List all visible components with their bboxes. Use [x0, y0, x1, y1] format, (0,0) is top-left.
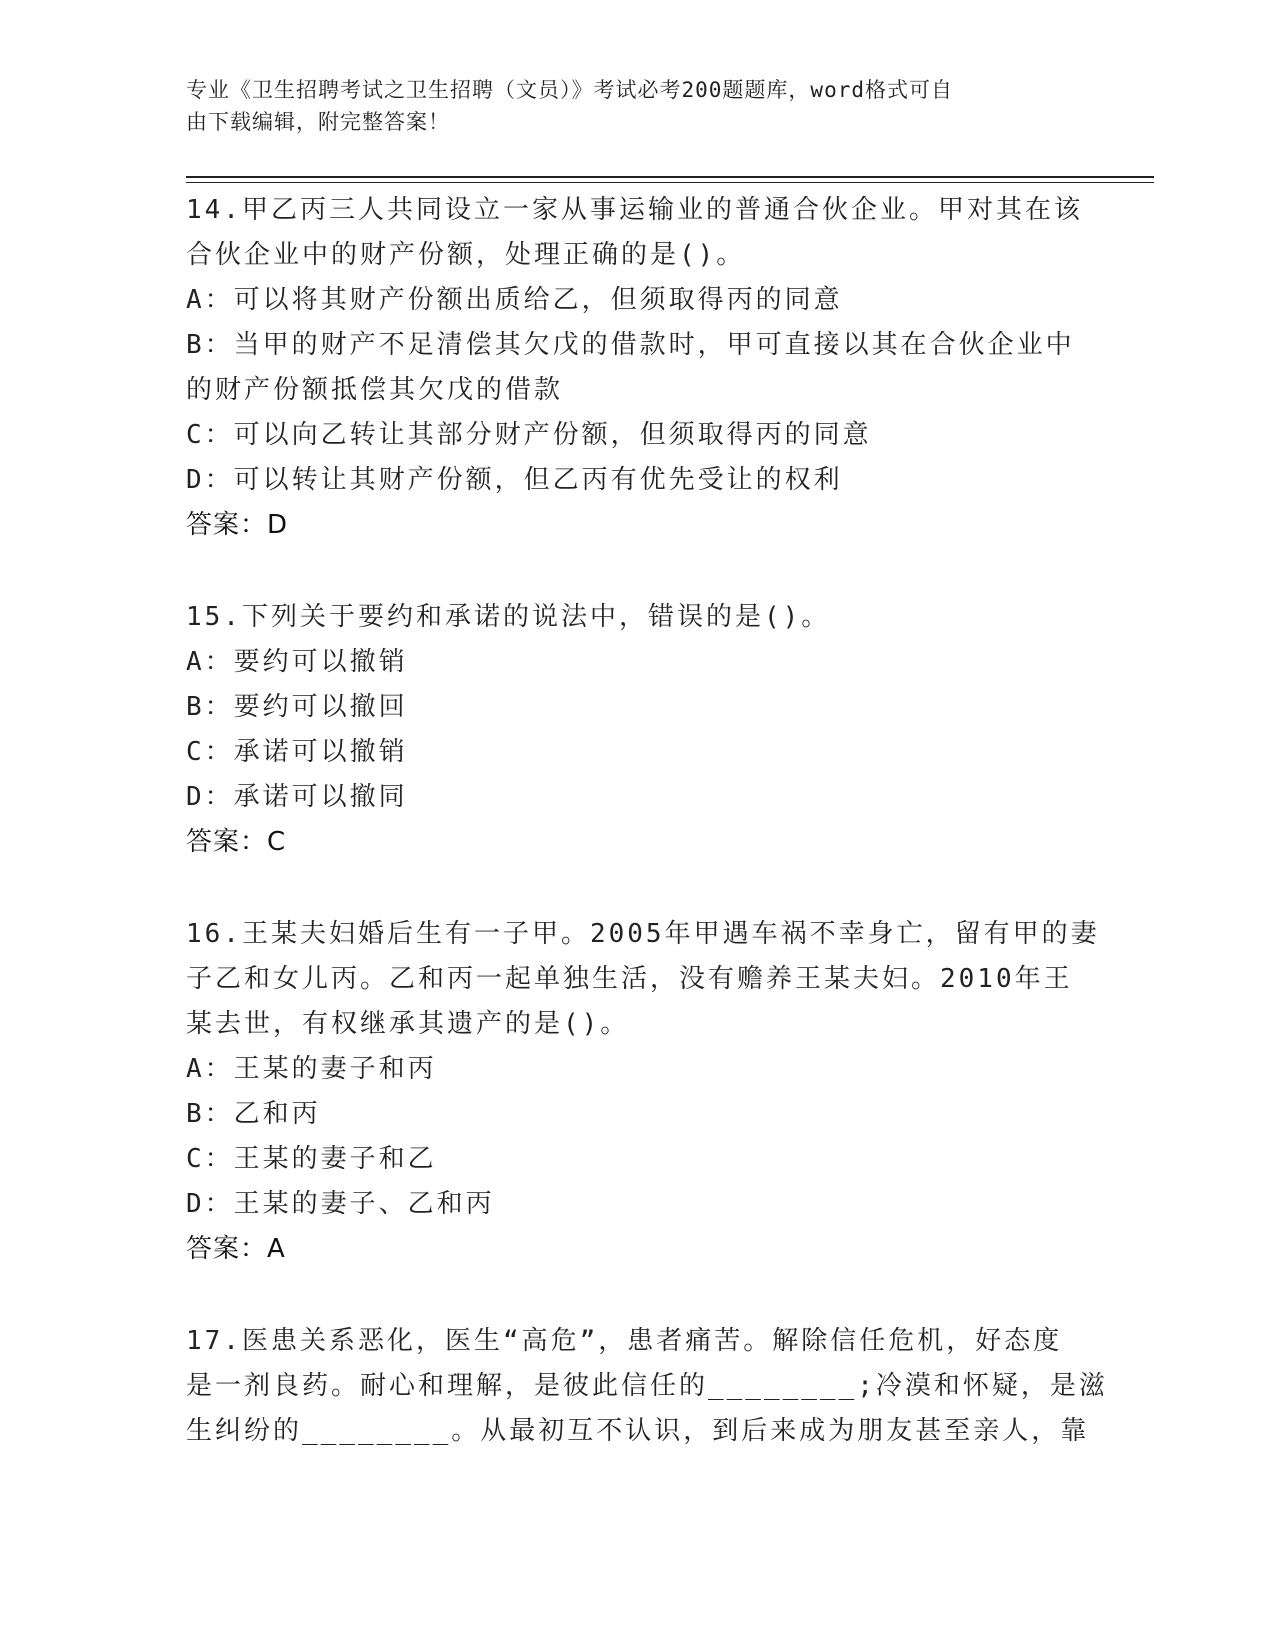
answer-option: [186, 730, 1086, 775]
answer-option-line: D：可以转让其财产份额，但乙丙有优先受让的权利: [186, 465, 843, 495]
question-spacer: [186, 1272, 1086, 1319]
header-rule-thick: [186, 176, 1154, 178]
answer-option-line: D：承诺可以撤同: [186, 782, 408, 812]
answer-key: 答案：C: [186, 827, 287, 857]
answer-option: [186, 775, 1086, 820]
question-stem-line: 是一剂良药。耐心和理解，是彼此信任的________;冷漠和怀疑，是滋: [186, 1371, 1108, 1401]
header-line-1: 专业《卫生招聘考试之卫生招聘（文员）》考试必考200题题库，word格式可自: [186, 78, 953, 102]
answer-option-line: A：要约可以撤销: [186, 647, 408, 677]
question-stem-line: 某去世，有权继承其遗产的是()。: [186, 1009, 630, 1039]
question-block: [186, 1319, 1108, 1454]
answer-option: [186, 1182, 1086, 1227]
answer-option-line: B：乙和丙: [186, 1099, 321, 1129]
question-stem-line: 14.甲乙丙三人共同设立一家从事运输业的普通合伙企业。甲对其在该: [186, 195, 1083, 225]
question-stem-line: 生纠纷的________。从最初互不认识，到后来成为朋友甚至亲人，靠: [186, 1416, 1090, 1446]
question-block: [186, 188, 1086, 595]
answer-option-line: 的财产份额抵偿其欠戊的借款: [186, 375, 564, 405]
answer-option-line: C：王某的妻子和乙: [186, 1144, 437, 1174]
answer-option: [186, 1047, 1086, 1092]
answer-option: [186, 1137, 1086, 1182]
answer-option-line: B：当甲的财产不足清偿其欠戊的借款时，甲可直接以其在合伙企业中: [186, 330, 1075, 360]
question-block: [186, 595, 1086, 912]
answer-option-line: A：王某的妻子和丙: [186, 1054, 437, 1084]
answer-key: 答案：D: [186, 510, 289, 540]
answer-option: [186, 685, 1086, 730]
question-stem-line: 合伙企业中的财产份额，处理正确的是()。: [186, 240, 746, 270]
answer-option-line: B：要约可以撤回: [186, 692, 408, 722]
answer-option: [186, 278, 1086, 323]
answer-option: [186, 1092, 1086, 1137]
answer-option: [186, 458, 1086, 503]
question-stem-line: 16.王某夫妇婚后生有一子甲。2005年甲遇车祸不幸身亡，留有甲的妻: [186, 919, 1100, 949]
answer-option-line: C：可以向乙转让其部分财产份额，但须取得丙的同意: [186, 420, 872, 450]
header-rule-thin: [186, 182, 1154, 183]
document-header: [186, 74, 1066, 138]
answer-option: [186, 640, 1086, 685]
question-stem-line: 子乙和女儿丙。乙和丙一起单独生活，没有赡养王某夫妇。2010年王: [186, 964, 1073, 994]
answer-option-line: A：可以将其财产份额出质给乙，但须取得丙的同意: [186, 285, 843, 315]
answer-key: 答案：A: [186, 1234, 286, 1264]
answer-option: [186, 323, 1086, 413]
question-stem-line: 15.下列关于要约和承诺的说法中，错误的是()。: [186, 602, 831, 632]
answer-option-line: D：王某的妻子、乙和丙: [186, 1189, 495, 1219]
question-spacer: [186, 548, 1086, 595]
question-spacer: [186, 865, 1086, 912]
answer-option-line: C：承诺可以撤销: [186, 737, 408, 767]
question-stem-line: 17.医患关系恶化，医生“高危”，患者痛苦。解除信任危机，好态度: [186, 1326, 1063, 1356]
answer-option: [186, 413, 1086, 458]
question-list: [186, 188, 1108, 1454]
question-block: [186, 912, 1100, 1319]
header-line-2: 由下载编辑，附完整答案！: [186, 110, 450, 134]
